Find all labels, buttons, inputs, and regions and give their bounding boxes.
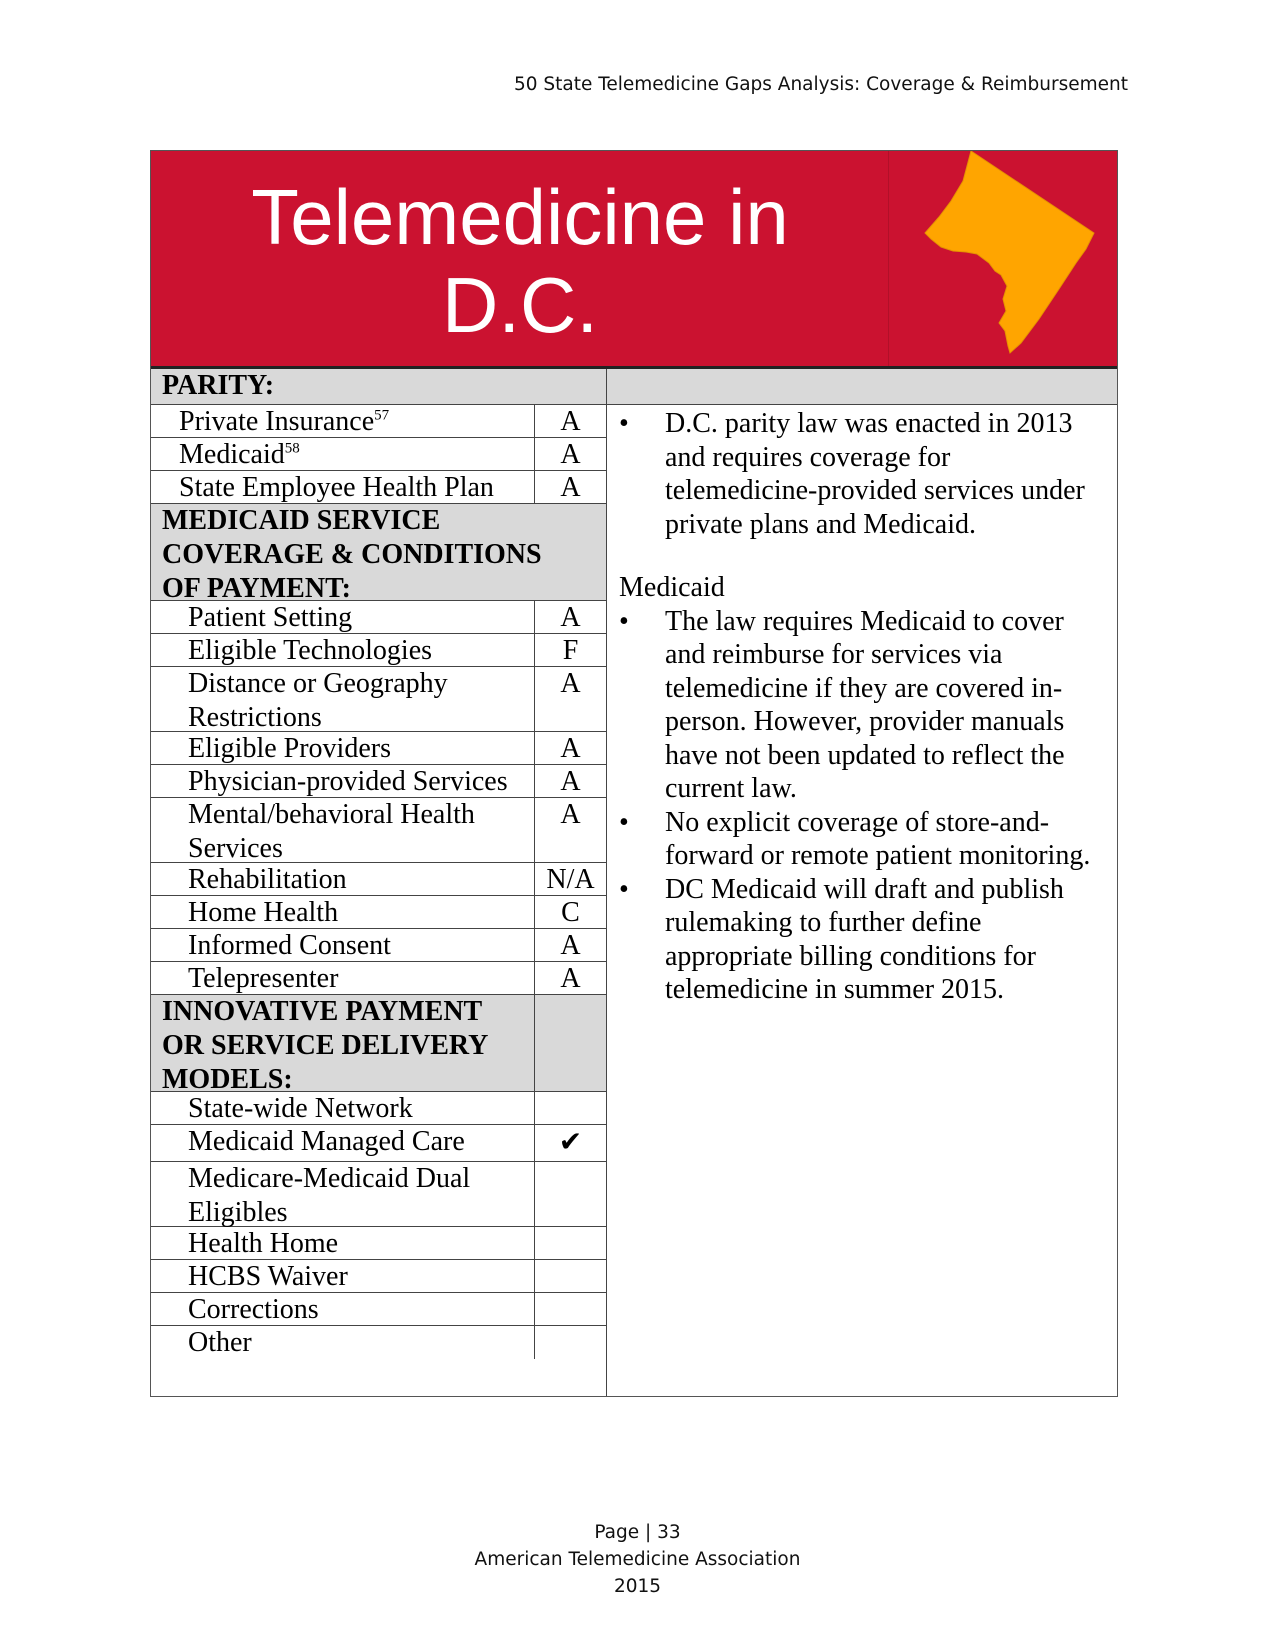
row-label: Home Health — [151, 896, 535, 928]
checkmark-icon: ✔ — [558, 1125, 583, 1158]
bullet-dot: • — [619, 873, 629, 905]
row-label: Other — [151, 1326, 535, 1359]
table-row — [151, 896, 606, 929]
notes-subheading: Medicaid — [619, 572, 725, 603]
row-mark — [535, 1092, 606, 1124]
row-mark — [535, 1260, 606, 1292]
table-row — [151, 962, 606, 995]
section-parity — [151, 369, 606, 405]
row-label: Health Home — [151, 1227, 535, 1259]
footer-year: 2015 — [613, 1576, 662, 1597]
section-heading: INNOVATIVE PAYMENT OR SERVICE DELIVERY MODELS: — [151, 995, 535, 1091]
note-text: D.C. parity law was enacted in 2013 and requires coverage for telemedicine-provided services under private plans and Medicaid. — [665, 408, 1085, 540]
note-text: DC Medicaid will draft and publish rulemaking to further define appropriate billing conditions for telemedicine in summer 2015. — [665, 873, 1064, 1005]
section-heading: MEDICAID SERVICE COVERAGE & CONDITIONS OF PAYMENT: — [162, 505, 542, 604]
row-label: Physician-provided Services — [151, 765, 535, 797]
row-label: Rehabilitation — [151, 863, 535, 895]
row-label: Medicare-Medicaid Dual Eligibles — [151, 1162, 535, 1226]
dc-state-outline-icon — [911, 151, 1111, 366]
row-label: Patient Setting — [151, 601, 535, 633]
table-row — [151, 1260, 606, 1293]
row-grade: A — [560, 439, 581, 470]
row-label: State Employee Health Plan — [151, 471, 535, 503]
row-grade: N/A — [546, 864, 595, 895]
banner-title-line1: Telemedicine in — [251, 173, 789, 261]
footer-organization: American Telemedicine Association — [474, 1549, 801, 1570]
note-text: The law requires Medicaid to cover and reimburse for services via telemedicine if they are covered in-person. However, provider manuals have not been updated to reflect the current law. — [665, 605, 1065, 804]
bullet-dot: • — [619, 605, 629, 637]
page-number: Page | 33 — [594, 1522, 681, 1543]
table-row — [151, 1162, 606, 1227]
row-grade: A — [560, 930, 581, 961]
notes-header-cell — [606, 369, 1117, 405]
row-label: Eligible Providers — [151, 732, 535, 764]
banner-divider — [888, 151, 889, 366]
row-label: Distance or Geography Restrictions — [151, 667, 535, 731]
table-row — [151, 732, 606, 765]
row-mark — [535, 1162, 606, 1226]
row-label: Informed Consent — [151, 929, 535, 961]
row-label: Corrections — [151, 1293, 535, 1325]
row-grade: A — [560, 733, 581, 764]
note-bullet — [619, 873, 1109, 1007]
note-bullet — [619, 605, 1109, 806]
row-grade: A — [560, 963, 581, 994]
row-label: Mental/behavioral Health Services — [151, 798, 535, 862]
row-label: Medicaid Managed Care — [151, 1125, 535, 1161]
table-row — [151, 1092, 606, 1125]
row-label: Private Insurance$^{57}$ — [151, 405, 535, 437]
table-row — [151, 929, 606, 962]
note-text: No explicit coverage of store-and-forward or remote patient monitoring. — [665, 806, 1091, 871]
row-grade: A — [560, 472, 581, 503]
row-grade: C — [561, 897, 580, 928]
table-row — [151, 1227, 606, 1260]
table-row — [151, 863, 606, 896]
running-header: 50 State Telemedicine Gaps Analysis: Coverage & Reimbursement — [513, 74, 1128, 95]
section-medicaid-service — [151, 504, 606, 604]
row-mark — [535, 1326, 606, 1359]
row-mark — [535, 1227, 606, 1259]
row-grade: A — [560, 668, 581, 699]
row-label: Telepresenter — [151, 962, 535, 994]
row-label: HCBS Waiver — [151, 1260, 535, 1292]
row-grade: F — [562, 635, 579, 666]
row-label: Medicaid$^{58}$ — [151, 438, 535, 470]
section-grade-cell — [535, 995, 606, 1091]
banner-title-line2: D.C. — [442, 261, 598, 349]
table-row — [151, 471, 606, 504]
section-innovative-models — [151, 995, 606, 1095]
note-bullet — [619, 806, 1109, 873]
section-heading: PARITY: — [162, 370, 275, 401]
row-grade: A — [560, 766, 581, 797]
table-row — [151, 1293, 606, 1326]
title-banner — [151, 151, 1117, 369]
table-row — [151, 765, 606, 798]
table-row — [151, 1125, 606, 1162]
row-mark — [535, 1293, 606, 1325]
table-row — [151, 634, 606, 667]
table-row — [151, 601, 606, 634]
notes-column — [606, 405, 1117, 1396]
bullet-dot: • — [619, 408, 629, 439]
row-grade: A — [560, 602, 581, 633]
row-grade: A — [560, 406, 581, 437]
grades-table — [151, 369, 606, 1359]
table-row — [151, 798, 606, 863]
bullet-dot: • — [619, 806, 629, 838]
table-row — [151, 1326, 606, 1359]
state-card — [150, 150, 1118, 1397]
banner-title — [151, 173, 889, 349]
table-row — [151, 667, 606, 732]
row-label: State-wide Network — [151, 1092, 535, 1124]
table-row — [151, 405, 606, 438]
table-row — [151, 438, 606, 471]
row-label: Eligible Technologies — [151, 634, 535, 666]
note-bullet — [619, 407, 1109, 541]
row-grade: A — [560, 799, 581, 830]
